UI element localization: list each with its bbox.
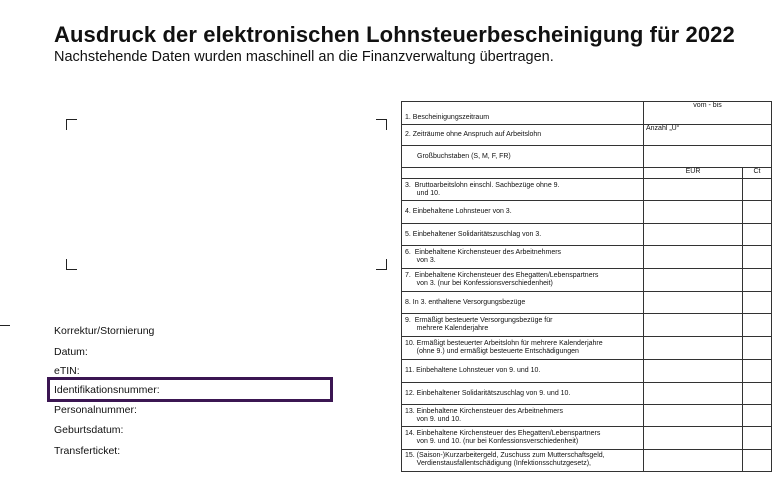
page-subtitle: Nachstehende Daten wurden maschinell an die Finanzverwaltung übertragen.	[54, 49, 554, 65]
eur-cell[interactable]	[644, 383, 743, 405]
table-row	[402, 314, 772, 337]
row-label: 5. Einbehaltener Solidaritätszuschlag von 3.	[402, 224, 644, 246]
ct-cell[interactable]	[743, 337, 772, 360]
table-row	[402, 427, 772, 450]
table-row	[402, 224, 772, 246]
ct-cell[interactable]	[743, 224, 772, 246]
eur-cell[interactable]	[644, 224, 743, 246]
row-label: 9. Ermäßigt besteuerte Versorgungsbezüge für mehrere Kalenderjahre	[402, 314, 644, 337]
eur-cell[interactable]	[644, 179, 743, 201]
address-window-corner-top-right	[376, 119, 387, 130]
eur-header: EUR	[644, 168, 743, 179]
row-label: 4. Einbehaltene Lohnsteuer von 3.	[402, 201, 644, 224]
table-row	[402, 179, 772, 201]
row-label: 6. Einbehaltene Kirchensteuer des Arbeitnehmers von 3.	[402, 246, 644, 269]
eur-cell[interactable]	[644, 246, 743, 269]
table-row	[402, 360, 772, 383]
ct-cell[interactable]	[743, 246, 772, 269]
row-label: 15. (Saison-)Kurzarbeitergeld, Zuschuss zum Mutterschaftsgeld, Verdienstausfallentschädigung (Infektionsschutzgesetz),	[402, 450, 644, 472]
page-title: Ausdruck der elektronischen Lohnsteuerbescheinigung für 2022	[54, 22, 735, 47]
field-geburtsdatum: Geburtsdatum:	[54, 424, 124, 436]
field-personalnummer: Personalnummer:	[54, 404, 137, 416]
table-row	[402, 168, 772, 179]
ct-cell[interactable]	[743, 427, 772, 450]
eur-cell[interactable]	[644, 450, 743, 472]
row-label: 8. In 3. enthaltene Versorgungsbezüge	[402, 292, 644, 314]
address-window-corner-top-left	[66, 119, 77, 130]
eur-cell[interactable]	[644, 314, 743, 337]
field-transferticket: Transferticket:	[54, 445, 121, 457]
field-datum: Datum:	[54, 346, 88, 358]
fold-mark	[0, 325, 10, 326]
eur-cell[interactable]	[644, 405, 743, 427]
table-row	[402, 125, 772, 146]
table-row	[402, 383, 772, 405]
row-label: 12. Einbehaltener Solidaritätszuschlag von 9. und 10.	[402, 383, 644, 405]
table-row	[402, 102, 772, 125]
spacer-cell	[402, 168, 644, 179]
ct-cell[interactable]	[743, 450, 772, 472]
eur-cell[interactable]	[644, 427, 743, 450]
period-header: vom - bis	[644, 102, 772, 125]
table-row	[402, 292, 772, 314]
field-identifikationsnummer: Identifikationsnummer:	[54, 384, 160, 396]
eur-cell[interactable]	[644, 201, 743, 224]
eur-cell[interactable]	[644, 337, 743, 360]
table-row	[402, 269, 772, 292]
ct-cell[interactable]	[743, 405, 772, 427]
ct-cell[interactable]	[743, 269, 772, 292]
ct-cell[interactable]	[743, 292, 772, 314]
row-label: 3. Bruttoarbeitslohn einschl. Sachbezüge ohne 9. und 10.	[402, 179, 644, 201]
field-etin: eTIN:	[54, 365, 80, 377]
address-window-corner-bottom-left	[66, 259, 77, 270]
row-label: 7. Einbehaltene Kirchensteuer des Ehegatten/Lebenspartners von 3. (nur bei Konfessionsverschiedenheit)	[402, 269, 644, 292]
table-row	[402, 201, 772, 224]
value-cell[interactable]	[644, 146, 772, 168]
table-row	[402, 450, 772, 472]
field-korrektur-stornierung: Korrektur/Stornierung	[54, 325, 155, 337]
row-label: 1. Bescheinigungszeitraum	[402, 102, 644, 125]
address-window-corner-bottom-right	[376, 259, 387, 270]
ct-cell[interactable]	[743, 314, 772, 337]
ct-cell[interactable]	[743, 383, 772, 405]
row-label: 13. Einbehaltene Kirchensteuer des Arbeitnehmers von 9. und 10.	[402, 405, 644, 427]
eur-cell[interactable]	[644, 292, 743, 314]
highlight-identifikationsnummer[interactable]	[47, 377, 333, 402]
ct-header: Ct	[743, 168, 772, 179]
table-row	[402, 405, 772, 427]
table-row	[402, 146, 772, 168]
table-row	[402, 337, 772, 360]
row-label: Großbuchstaben (S, M, F, FR)	[402, 146, 644, 168]
ct-cell[interactable]	[743, 360, 772, 383]
count-header: Anzahl „U“	[644, 125, 772, 146]
eur-cell[interactable]	[644, 360, 743, 383]
row-label: 10. Ermäßigt besteuerter Arbeitslohn für mehrere Kalenderjahre (ohne 9.) und ermäßigt besteuerte Entschädigungen	[402, 337, 644, 360]
row-label: 2. Zeiträume ohne Anspruch auf Arbeitslohn	[402, 125, 644, 146]
ct-cell[interactable]	[743, 201, 772, 224]
row-label: 14. Einbehaltene Kirchensteuer des Ehegatten/Lebenspartners von 9. und 10. (nur bei Konfessionsverschiedenheit)	[402, 427, 644, 450]
ct-cell[interactable]	[743, 179, 772, 201]
eur-cell[interactable]	[644, 269, 743, 292]
table-row	[402, 246, 772, 269]
lohnsteuer-table	[401, 101, 772, 472]
row-label: 11. Einbehaltene Lohnsteuer von 9. und 10.	[402, 360, 644, 383]
